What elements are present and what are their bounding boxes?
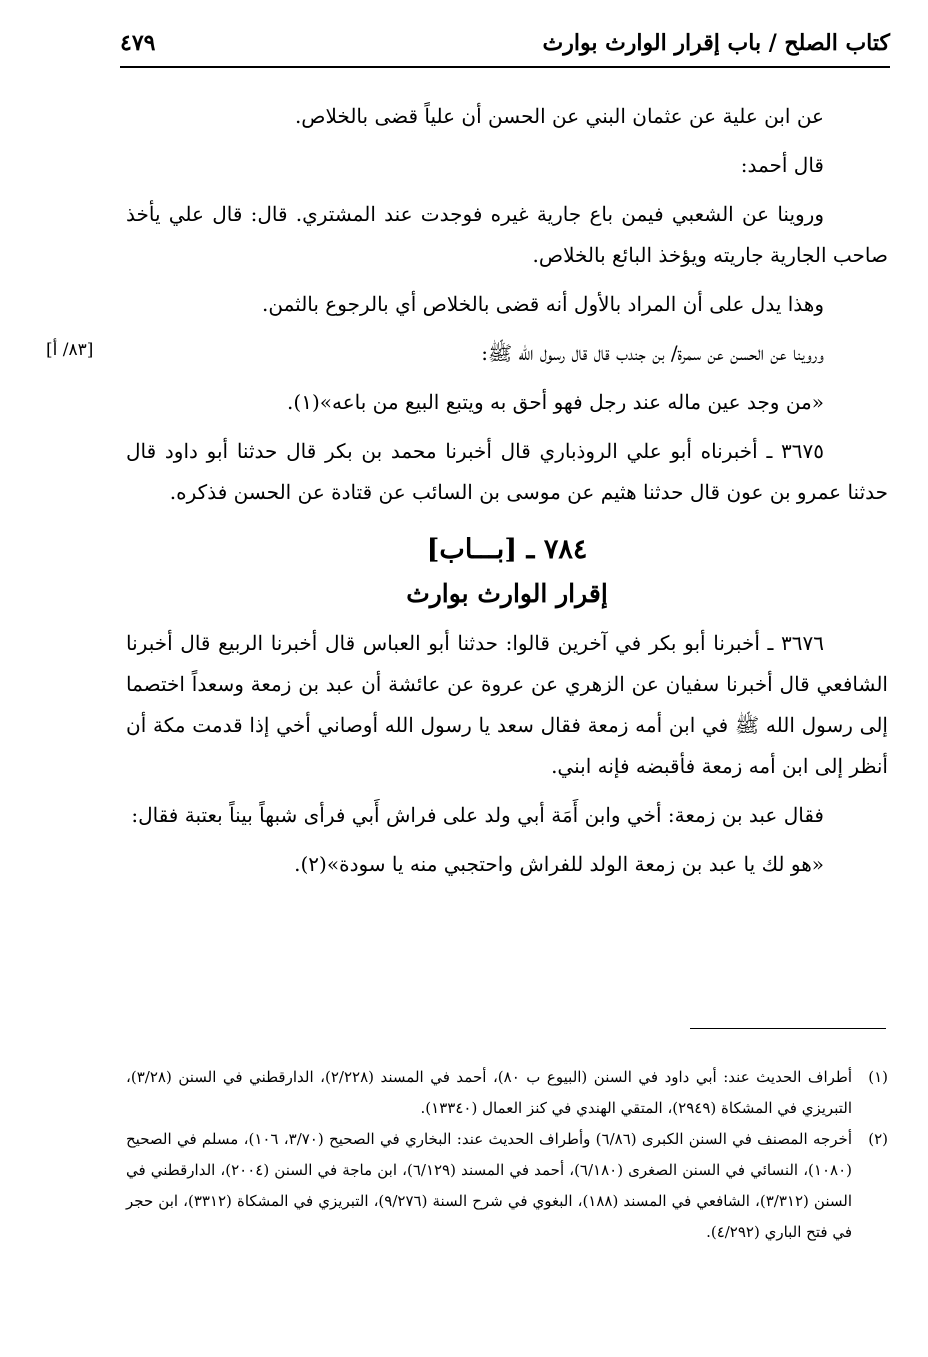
hadith-paragraph: ٣٦٧٥ ـ أخبرناه أبو علي الروذباري قال أخبرنا محمد بن بكر قال حدثنا أبو داود قال حدثنا عمرو بن عون قال حدثنا هثيم عن موسى بن السائب عن قتادة عن الحسن فذكره. [126,439,888,504]
page-body [126,96,888,893]
chapter-heading: ٧٨٤ ـ [بـــاب] [426,534,588,565]
paragraph: وهذا يدل على أن المراد بالأول أنه قضى بالخلاص أي بالرجوع بالثمن. [262,292,824,316]
chapter-title: إقرار الوارث بوارث [406,579,608,608]
footnotes [126,1062,888,1248]
footnote [126,1062,888,1124]
footnote-number: (٢) [868,1130,888,1148]
footnote [126,1124,888,1248]
paragraph: قال أحمد: [740,153,824,177]
running-header [120,30,890,64]
header-divider [120,66,890,68]
page-number: ٤٧٩ [120,30,156,56]
paragraph: «من وجد عين ماله عند رجل فهو أحق به ويتبع البيع من باعه»(١). [287,390,824,414]
footnote-text: أطراف الحديث عند: أبي داود في السنن (البيوع ب ٨٠)، أحمد في المسند (٢/٢٢٨)، الدارقطني في السنن (٣/٢٨)، التبريزي في المشكاة (٢٩٤٩)، المتقي الهندي في كنز العمال (١٣٣٤٠). [126,1068,853,1117]
paragraph: وروينا عن الشعبي فيمن باع جارية غيره فوجدت عند المشتري. قال: قال علي يأخذ صاحب الجارية جاريته ويؤخذ البائع بالخلاص. [126,202,888,267]
running-header-title: كتاب الصلح / باب إقرار الوارث بوارث [542,30,890,56]
paragraph: عن ابن علية عن عثمان البني عن الحسن أن علياً قضى بالخلاص. [294,104,824,128]
paragraph: «هو لك يا عبد بن زمعة الولد للفراش واحتجبي منه يا سودة»(٢). [294,852,824,876]
hadith-paragraph: ٣٦٧٦ ـ أخبرنا أبو بكر في آخرين قالوا: حدثنا أبو العباس قال أخبرنا الربيع قال أخبرنا الشافعي قال أخبرنا سفيان عن الزهري عن عروة عن عائشة أن عبد بن زمعة وسعداً اختصما إلى رسول الله ﷺ في ابن أمه زمعة فقال سعد يا رسول الله أوصاني أخي إذا قدمت مكة أن أنظر إلى ابن أمه زمعة فأقبضه فإنه ابني. [126,631,888,778]
footnote-divider [690,1028,886,1029]
paragraph: وروينا عن الحسن عن سمرة/ بن جندب قال قال رسول الله ﷺ: [481,341,824,365]
footnote-number: (١) [868,1068,888,1086]
footnote-text: أخرجه المصنف في السنن الكبرى (٦/٨٦) وأطراف الحديث عند: البخاري في الصحيح (٣/٧٠، ١٠٦)، مسلم في الصحيح (١٠٨٠)، النسائي في السنن الصغرى (٦/١٨٠)، أحمد في المسند (٦/١٢٩)، ابن ماجة في السنن (٢٠٠٤)، الدارقطني في السنن (٣/٣١٢)، الشافعي في المسند (١٨٨)، البغوي في شرح السنة (٩/٢٧٦)، التبريزي في المشكاة (٣٣١٢)، ابن حجر في فتح الباري (٤/٢٩٢). [126,1130,852,1241]
paragraph: فقال عبد بن زمعة: أخي وابن أَمَة أبي ولد على فراش أَبي فرأى شبهاً بيناً بعتبة فقال: [131,803,824,827]
margin-reference: [٨٣/ أ] [46,340,94,360]
